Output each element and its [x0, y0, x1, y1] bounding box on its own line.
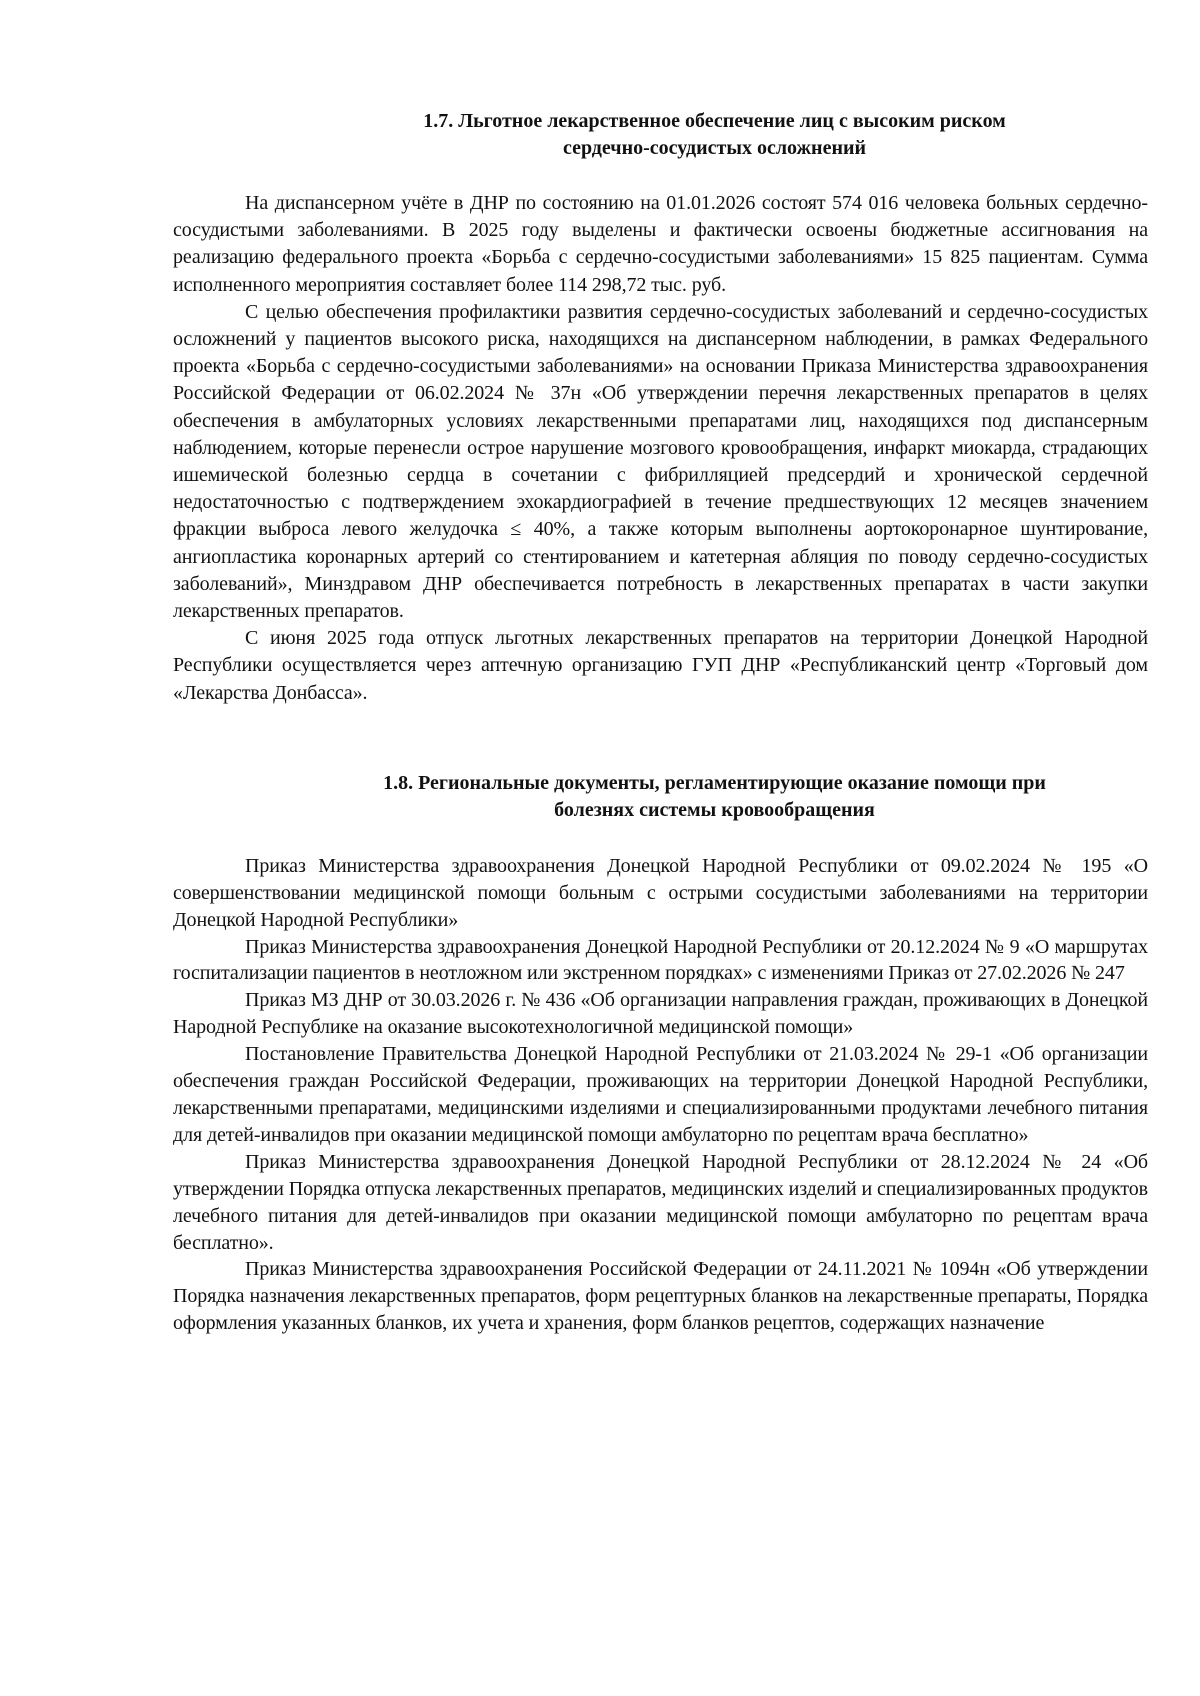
paragraph: С целью обеспечения профилактики развития сердечно-сосудистых заболеваний и сердечно-сосудистых осложнений у пациентов высокого риска, находящихся на диспансерном наблюдении, в рамках Федерального проекта «Борьба с сердечно-сосудистыми заболеваниями» на основании Приказа Министерства здравоохранения Российской Федерации от 06.02.2024 № 37н «Об утверждении перечня лекарственных препаратов в целях обеспечения в амбулаторных условиях лекарственными препаратами лиц, находящихся под диспансерным наблюдением, которые перенесли острое нарушение мозгового кровообращения, инфаркт миокарда, страдающих ишемической болезнью сердца в сочетании с фибрилляцией предсердий и хронической сердечной недостаточностью с подтверждением эхокардиографией в течение предшествующих 12 месяцев значением фракции выброса левого желудочка ≤ 40%, а также которым выполнены аортокоронарное шунтирование, ангиопластика коронарных артерий со стентированием и катетерная абляция по поводу сердечно-сосудистых заболеваний», Минздравом ДНР обеспечивается потребность в лекарственных препаратах в части закупки лекарственных препаратов.: [173, 300, 1148, 623]
section-heading-line: болезнях системы кровообращения: [554, 798, 875, 821]
section-heading-line: сердечно-сосудистых осложнений: [562, 137, 867, 159]
section-body: [173, 190, 1148, 707]
section-heading: [173, 108, 1148, 162]
paragraph: Приказ МЗ ДНР от 30.03.2026 г. № 436 «Об организации направления граждан, проживающих в Донецкой Народной Республике на оказание высокотехнологичной медицинской помощи»: [173, 989, 1148, 1039]
section-heading-line: 1.8. Региональные документы, регламентирующие оказание помощи при: [383, 771, 1046, 794]
section-heading-line: 1.7. Льготное лекарственное обеспечение лиц с высоким риском: [423, 110, 1006, 132]
paragraph: Приказ Министерства здравоохранения Донецкой Народной Республики от 20.12.2024 № 9 «О маршрутах госпитализации пациентов в неотложном или экстренном порядках» с изменениями Приказ от 27.02.2026 № 247: [173, 935, 1148, 985]
section-1-7: [173, 108, 1148, 707]
paragraph: Приказ Министерства здравоохранения Российской Федерации от 24.11.2021 № 1094н «Об утверждении Порядка назначения лекарственных препаратов, форм рецептурных бланков на лекарственные препараты, Порядка оформления указанных бланков, их учета и хранения, форм бланков рецептов, содержащих назначение: [173, 1258, 1148, 1335]
paragraph: С июня 2025 года отпуск льготных лекарственных препаратов на территории Донецкой Народной Республики осуществляется через аптечную организацию ГУП ДНР «Республиканский центр «Торговый дом «Лекарства Донбасса».: [173, 627, 1148, 704]
paragraph: Приказ Министерства здравоохранения Донецкой Народной Республики от 09.02.2024 № 195 «О совершенствовании медицинской помощи больным с острыми сосудистыми заболеваниями на территории Донецкой Народной Республики»: [173, 854, 1148, 931]
document-page: [173, 108, 1148, 1337]
section-body: [173, 853, 1148, 1337]
paragraph: Приказ Министерства здравоохранения Донецкой Народной Республики от 28.12.2024 № 24 «Об утверждении Порядка отпуска лекарственных препаратов, медицинских изделий и специализированных продуктов лечебного питания для детей-инвалидов при оказании медицинской помощи амбулаторно по рецептам врача бесплатно».: [173, 1150, 1148, 1254]
paragraph: На диспансерном учёте в ДНР по состоянию на 01.01.2026 состоят 574 016 человека больных сердечно-сосудистыми заболеваниями. В 2025 году выделены и фактически освоены бюджетные ассигнования на реализацию федерального проекта «Борьба с сердечно-сосудистыми заболеваниями» 15 825 пациентам. Сумма исполненного мероприятия составляет более 114 298,72 тыс. руб.: [173, 192, 1148, 296]
section-1-8: [173, 770, 1148, 1337]
paragraph: Постановление Правительства Донецкой Народной Республики от 21.03.2024 № 29-1 «Об организации обеспечения граждан Российской Федерации, проживающих на территории Донецкой Народной Республики, лекарственными препаратами, медицинскими изделиями и специализированными продуктами лечебного питания для детей-инвалидов при оказании медицинской помощи амбулаторно по рецептам врача бесплатно»: [173, 1043, 1148, 1146]
section-heading: [173, 770, 1148, 824]
